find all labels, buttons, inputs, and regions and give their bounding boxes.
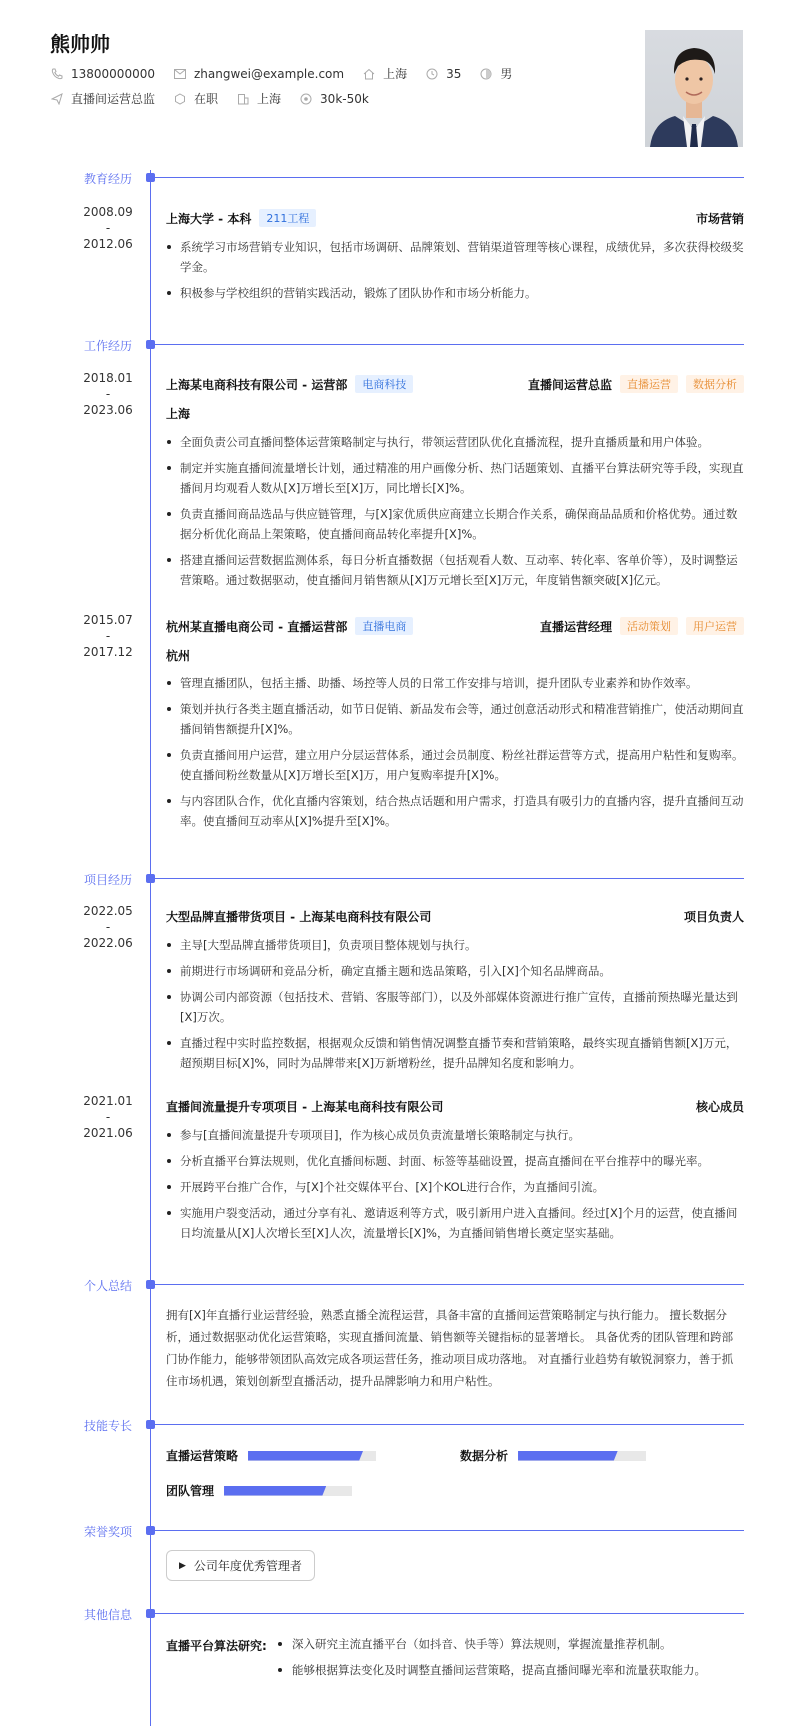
summary-text: 拥有[X]年直播行业运营经验，熟悉直播全流程运营，具备丰富的直播间运营策略制定与执行能力。 擅长数据分析，通过数据驱动优化运营策略，实现直播间流量、销售额等关键指标的显著增长。 具备优秀的团队管理和跨部门协作能力，能够带领团队高效完成各项运营任务，推动项目成功落地。 对直播行业趋势有敏锐洞察力，善于抓住市场机遇，策划创新型直播活动，提升品牌影响力和用户粘性。 xyxy=(166,1308,734,1388)
job-role: 直播间运营总监 xyxy=(527,377,612,392)
project-header xyxy=(166,908,744,925)
role-tag: 用户运营 xyxy=(686,617,744,635)
other-info-list xyxy=(276,1633,746,1685)
home-icon xyxy=(362,67,376,81)
skill-item xyxy=(166,1447,376,1464)
section-title-honors: 荣誉奖项 xyxy=(84,1525,133,1539)
section-title-projects: 项目经历 xyxy=(84,873,133,887)
timeline-line xyxy=(150,170,151,1726)
project-date: 2021.01 - 2021.06 xyxy=(83,1094,133,1140)
list-item: 制定并实施直播间流量增长计划，通过精准的用户画像分析、热门话题策划、直播平台算法研究等手段，实现直播间月均观看人数从[X]万增长至[X]万，同比增长[X]%。 xyxy=(166,458,744,498)
play-icon: ▶ xyxy=(179,1560,186,1571)
section-divider xyxy=(150,344,744,345)
building-icon xyxy=(236,92,250,106)
list-item: 直播过程中实时监控数据，根据观众反馈和销售情况调整直播节奏和营销策略，最终实现直播销售额[X]万元，超预期目标[X]%，同时为品牌带来[X]万新增粉丝，提升品牌知名度和影响力。 xyxy=(166,1033,744,1073)
list-item: 与内容团队合作，优化直播内容策划，结合热点话题和用户需求，打造具有吸引力的直播内容，提升直播间互动率。使直播间互动率从[X]%提升至[X]%。 xyxy=(166,791,744,831)
section-title-summary: 个人总结 xyxy=(84,1279,133,1293)
project-bullets xyxy=(166,1125,744,1249)
skill-bar xyxy=(248,1451,376,1461)
work-city: 上海 xyxy=(166,407,191,421)
age-text: 35 xyxy=(446,66,462,81)
list-item: 主导[大型品牌直播带货项目]，负责项目整体规划与执行。 xyxy=(166,935,744,955)
company-tag: 电商科技 xyxy=(355,375,413,393)
section-title-education: 教育经历 xyxy=(84,172,133,186)
role-tag: 数据分析 xyxy=(686,375,744,393)
work-header xyxy=(166,375,744,393)
timeline-marker xyxy=(146,874,155,883)
section-title-other: 其他信息 xyxy=(84,1608,133,1622)
status-icon xyxy=(173,92,187,106)
honor-item[interactable] xyxy=(166,1550,315,1581)
profile-photo xyxy=(645,30,743,147)
mail-icon xyxy=(173,67,187,81)
section-divider xyxy=(150,1613,744,1614)
skill-item xyxy=(166,1482,352,1499)
project-role: 核心成员 xyxy=(695,1100,744,1114)
company-name: 杭州某直播电商公司 - 直播运营部 xyxy=(166,619,348,634)
education-header xyxy=(166,209,744,227)
list-item: 实施用户裂变活动，通过分享有礼、邀请返利等方式，吸引新用户进入直播间。经过[X]个月的运营，使直播间日均流量从[X]人次增长至[X]人次，流量增长[X]%，为直播间销售增长奠定坚实基础。 xyxy=(166,1203,744,1243)
target-city-text: 上海 xyxy=(257,92,282,106)
section-divider xyxy=(150,878,744,879)
timeline-marker xyxy=(146,340,155,349)
skill-item xyxy=(460,1447,646,1464)
salary-text: 30k-50k xyxy=(320,91,369,106)
work-city: 杭州 xyxy=(166,649,191,663)
section-title-skills: 技能专长 xyxy=(84,1419,133,1433)
role-tag: 活动策划 xyxy=(620,617,678,635)
skill-bar-fill xyxy=(518,1451,618,1461)
list-item: 策划并执行各类主题直播活动，如节日促销、新品发布会等，通过创意活动形式和精准营销推广，使活动期间直播间销售额提升[X]%。 xyxy=(166,699,744,739)
project-date: 2022.05 - 2022.06 xyxy=(83,904,133,950)
section-divider xyxy=(150,177,744,178)
section-title-work: 工作经历 xyxy=(84,339,133,353)
section-divider xyxy=(150,1284,744,1285)
project-bullets xyxy=(166,935,744,1079)
salary-icon xyxy=(299,92,313,106)
timeline-marker xyxy=(146,1526,155,1535)
candidate-name: 熊帅帅 xyxy=(50,32,110,56)
skill-name: 直播运营策略 xyxy=(166,1449,239,1463)
role-tag: 直播运营 xyxy=(620,375,678,393)
project-title: 大型品牌直播带货项目 - 上海某电商科技有限公司 xyxy=(166,910,432,924)
gender-icon xyxy=(479,67,493,81)
list-item: 搭建直播间运营数据监测体系，每日分析直播数据（包括观看人数、互动率、转化率、客单价等），及时调整运营策略。通过数据驱动，使直播间月销售额从[X]万元增长至[X]万元，年度销售额突破[X]亿元。 xyxy=(166,550,744,590)
skill-name: 数据分析 xyxy=(460,1449,509,1463)
timeline-marker xyxy=(146,1420,155,1429)
send-icon xyxy=(50,92,64,106)
skill-bar-fill xyxy=(248,1451,363,1461)
skill-bar-fill xyxy=(224,1486,326,1496)
work-bullets xyxy=(166,673,744,837)
timeline-marker xyxy=(146,1280,155,1289)
list-item: 分析直播平台算法规则，优化直播间标题、封面、标签等基础设置，提高直播间在平台推荐中的曝光率。 xyxy=(166,1151,744,1171)
project-header xyxy=(166,1098,744,1115)
list-item: 参与[直播间流量提升专项项目]，作为核心成员负责流量增长策略制定与执行。 xyxy=(166,1125,744,1145)
list-item: 系统学习市场营销专业知识，包括市场调研、品牌策划、营销渠道管理等核心课程，成绩优异，多次获得校级奖学金。 xyxy=(166,237,744,277)
list-item: 管理直播团队，包括主播、助播、场控等人员的日常工作安排与培训，提升团队专业素养和协作效率。 xyxy=(166,673,744,693)
other-info-label: 直播平台算法研究: xyxy=(166,1639,267,1653)
education-date: 2008.09 - 2012.06 xyxy=(83,205,133,251)
job-role: 直播运营经理 xyxy=(539,619,612,634)
age-icon xyxy=(425,67,439,81)
list-item: 积极参与学校组织的营销实践活动，锻炼了团队协作和市场分析能力。 xyxy=(166,283,744,303)
skill-bar xyxy=(518,1451,646,1461)
skill-bar xyxy=(224,1486,352,1496)
skill-name: 团队管理 xyxy=(166,1484,215,1498)
timeline-marker xyxy=(146,173,155,182)
list-item: 能够根据算法变化及时调整直播间运营策略，提高直播间曝光率和流量获取能力。 xyxy=(276,1659,746,1681)
list-item: 协调公司内部资源（包括技术、营销、客服等部门），以及外部媒体资源进行推广宣传，直播前预热曝光量达到[X]万次。 xyxy=(166,987,744,1027)
work-date: 2015.07 - 2017.12 xyxy=(83,613,133,659)
job-row xyxy=(50,90,387,107)
list-item: 开展跨平台推广合作，与[X]个社交媒体平台、[X]个KOL进行合作，为直播间引流。 xyxy=(166,1177,744,1197)
list-item: 负责直播间商品选品与供应链管理，与[X]家优质供应商建立长期合作关系，确保商品品质和价格优势。通过数据分析优化商品上架策略，使直播间商品转化率提升[X]%。 xyxy=(166,504,744,544)
section-divider xyxy=(150,1424,744,1425)
work-date: 2018.01 - 2023.06 xyxy=(83,371,133,417)
phone-icon xyxy=(50,67,64,81)
company-name: 上海某电商科技有限公司 - 运营部 xyxy=(166,377,348,392)
list-item: 深入研究主流直播平台（如抖音、快手等）算法规则，掌握流量推荐机制。 xyxy=(276,1633,746,1655)
section-divider xyxy=(150,1530,744,1531)
list-item: 全面负责公司直播间整体运营策略制定与执行，带领运营团队优化直播流程，提升直播质量和用户体验。 xyxy=(166,432,744,452)
major: 市场营销 xyxy=(695,211,744,226)
list-item: 负责直播间用户运营，建立用户分层运营体系，通过会员制度、粉丝社群运营等方式，提高用户粘性和复购率。使直播间粉丝数量从[X]万增长至[X]万，用户复购率提升[X]%。 xyxy=(166,745,744,785)
work-header xyxy=(166,617,744,635)
work-bullets xyxy=(166,432,744,596)
school-tag: 211工程 xyxy=(259,209,316,227)
education-bullets xyxy=(166,237,744,309)
status-text: 在职 xyxy=(194,92,219,106)
timeline-marker xyxy=(146,1609,155,1618)
project-role: 项目负责人 xyxy=(683,910,744,924)
company-tag: 直播电商 xyxy=(355,617,413,635)
city-text: 上海 xyxy=(383,67,408,81)
honor-label: 公司年度优秀管理者 xyxy=(193,1559,302,1573)
list-item: 前期进行市场调研和竞品分析，确定直播主题和选品策略，引入[X]个知名品牌商品。 xyxy=(166,961,744,981)
contact-row xyxy=(50,65,530,82)
phone-text: 13800000000 xyxy=(71,66,155,81)
project-title: 直播间流量提升专项项目 - 上海某电商科技有限公司 xyxy=(166,1100,444,1114)
gender-text: 男 xyxy=(500,67,513,81)
school-name: 上海大学 - 本科 xyxy=(166,211,252,226)
email-text: zhangwei@example.com xyxy=(193,66,345,81)
position-text: 直播间运营总监 xyxy=(71,92,156,106)
